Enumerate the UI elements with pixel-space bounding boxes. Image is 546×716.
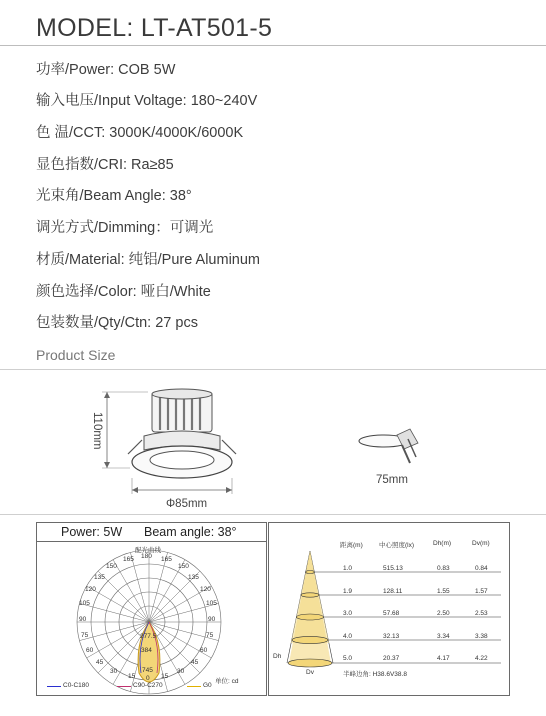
- angle-label-0: 0: [146, 675, 150, 682]
- row3-distance: 3.0: [343, 610, 353, 617]
- diameter-dimension: Φ85mm: [166, 498, 208, 510]
- angle-label-90-left: 90: [79, 616, 87, 623]
- polar-chart-panel: [36, 522, 267, 696]
- row1-lux: 515.13: [383, 565, 403, 572]
- angle-label-45-right: 45: [191, 659, 199, 666]
- radial-label-3: 745: [142, 667, 153, 674]
- angle-label-150-right: 150: [178, 563, 189, 570]
- height-dimension: 110mm: [91, 412, 103, 450]
- row2-dh: 1.55: [437, 588, 450, 595]
- angle-label-105-right: 105: [206, 600, 217, 607]
- legend-g0: G0: [203, 682, 212, 689]
- dv-label: Dv: [306, 669, 314, 676]
- header-distance: 距离(m): [340, 542, 363, 549]
- radial-label-1: 277.5: [140, 633, 157, 640]
- spec-dimming: 调光方式/Dimming：可调光: [36, 220, 214, 236]
- row4-dv: 3.38: [475, 633, 488, 640]
- angle-label-120-left: 120: [85, 586, 96, 593]
- row4-dh: 3.34: [437, 633, 450, 640]
- angle-label-75-left: 75: [81, 632, 89, 639]
- spec-voltage: 输入电压/Input Voltage: 180~240V: [36, 93, 258, 109]
- beam-angle-label: Beam angle: 38°: [144, 525, 237, 539]
- legend-c90-c270: C90-C270: [133, 682, 163, 689]
- row4-distance: 4.0: [343, 633, 353, 640]
- angle-label-120-right: 120: [200, 586, 211, 593]
- cutout-drawing: [352, 425, 432, 470]
- angle-label-30-left: 30: [110, 668, 118, 675]
- angle-label-15-left: 15: [128, 673, 136, 680]
- half-peak-angle-note: 半峰边角: H38.6V38.8: [343, 671, 407, 678]
- angle-label-150-left: 150: [106, 563, 117, 570]
- row4-lux: 32.13: [383, 633, 400, 640]
- header-center-lux: 中心照度(lx): [379, 542, 415, 549]
- spec-beam-angle: 光束角/Beam Angle: 38°: [36, 188, 192, 204]
- spec-cct: 色 温/CCT: 3000K/4000K/6000K: [36, 125, 244, 141]
- angle-label-15-right: 15: [161, 673, 169, 680]
- legend-swatch-g0: [187, 686, 201, 687]
- chart-divider: [0, 514, 546, 515]
- angle-label-90-right: 90: [208, 616, 216, 623]
- angle-label-60-left: 60: [86, 647, 94, 654]
- spec-cri: 显色指数/CRI: Ra≥85: [36, 157, 174, 173]
- product-size-label: Product Size: [36, 347, 116, 363]
- header-dh: Dh(m): [433, 540, 452, 547]
- dh-label: Dh: [273, 653, 282, 660]
- spec-power: 功率/Power: COB 5W: [36, 62, 176, 78]
- row2-lux: 128.11: [383, 588, 403, 595]
- legend-swatch-c90: [117, 686, 131, 687]
- size-divider: [0, 369, 546, 370]
- angle-label-165-right: 165: [161, 556, 172, 563]
- row1-dh: 0.83: [437, 565, 450, 572]
- polar-subtitle: 配光曲线: [135, 547, 161, 554]
- angle-label-60-right: 60: [200, 647, 208, 654]
- polar-unit: 单位: cd: [215, 678, 239, 685]
- row3-dh: 2.50: [437, 610, 450, 617]
- spec-color: 颜色选择/Color: 哑白/White: [36, 284, 211, 300]
- row1-dv: 0.84: [475, 565, 488, 572]
- row3-dv: 2.53: [475, 610, 488, 617]
- spec-material: 材质/Material: 纯铝/Pure Aluminum: [36, 252, 261, 268]
- cutout-dimension: 75mm: [376, 474, 408, 486]
- header-dv: Dv(m): [472, 540, 490, 547]
- row5-dv: 4.22: [475, 655, 488, 662]
- angle-label-135-left: 135: [94, 574, 105, 581]
- illuminance-panel: [268, 522, 510, 696]
- downlight-drawing: [80, 382, 280, 512]
- header-divider: [0, 45, 546, 46]
- angle-label-165-left: 165: [123, 556, 134, 563]
- spec-qty: 包装数量/Qty/Ctn: 27 pcs: [36, 315, 198, 331]
- angle-label-105-left: 105: [79, 600, 90, 607]
- power-label: Power: 5W: [61, 525, 123, 539]
- radial-label-2: 384: [141, 647, 152, 654]
- model-title: MODEL: LT-AT501-5: [36, 14, 273, 42]
- row5-dh: 4.17: [437, 655, 450, 662]
- angle-label-45-left: 45: [96, 659, 104, 666]
- legend-c0-c180: C0-C180: [63, 682, 90, 689]
- row1-distance: 1.0: [343, 565, 353, 572]
- row2-dv: 1.57: [475, 588, 488, 595]
- row3-lux: 57.68: [383, 610, 400, 617]
- angle-label-30-right: 30: [177, 668, 185, 675]
- angle-label-75-right: 75: [206, 632, 214, 639]
- row2-distance: 1.9: [343, 588, 353, 595]
- angle-label-180: 180: [141, 553, 152, 560]
- angle-label-135-right: 135: [188, 574, 199, 581]
- row5-distance: 5.0: [343, 655, 353, 662]
- row5-lux: 20.37: [383, 655, 400, 662]
- legend-swatch-c0: [47, 686, 61, 687]
